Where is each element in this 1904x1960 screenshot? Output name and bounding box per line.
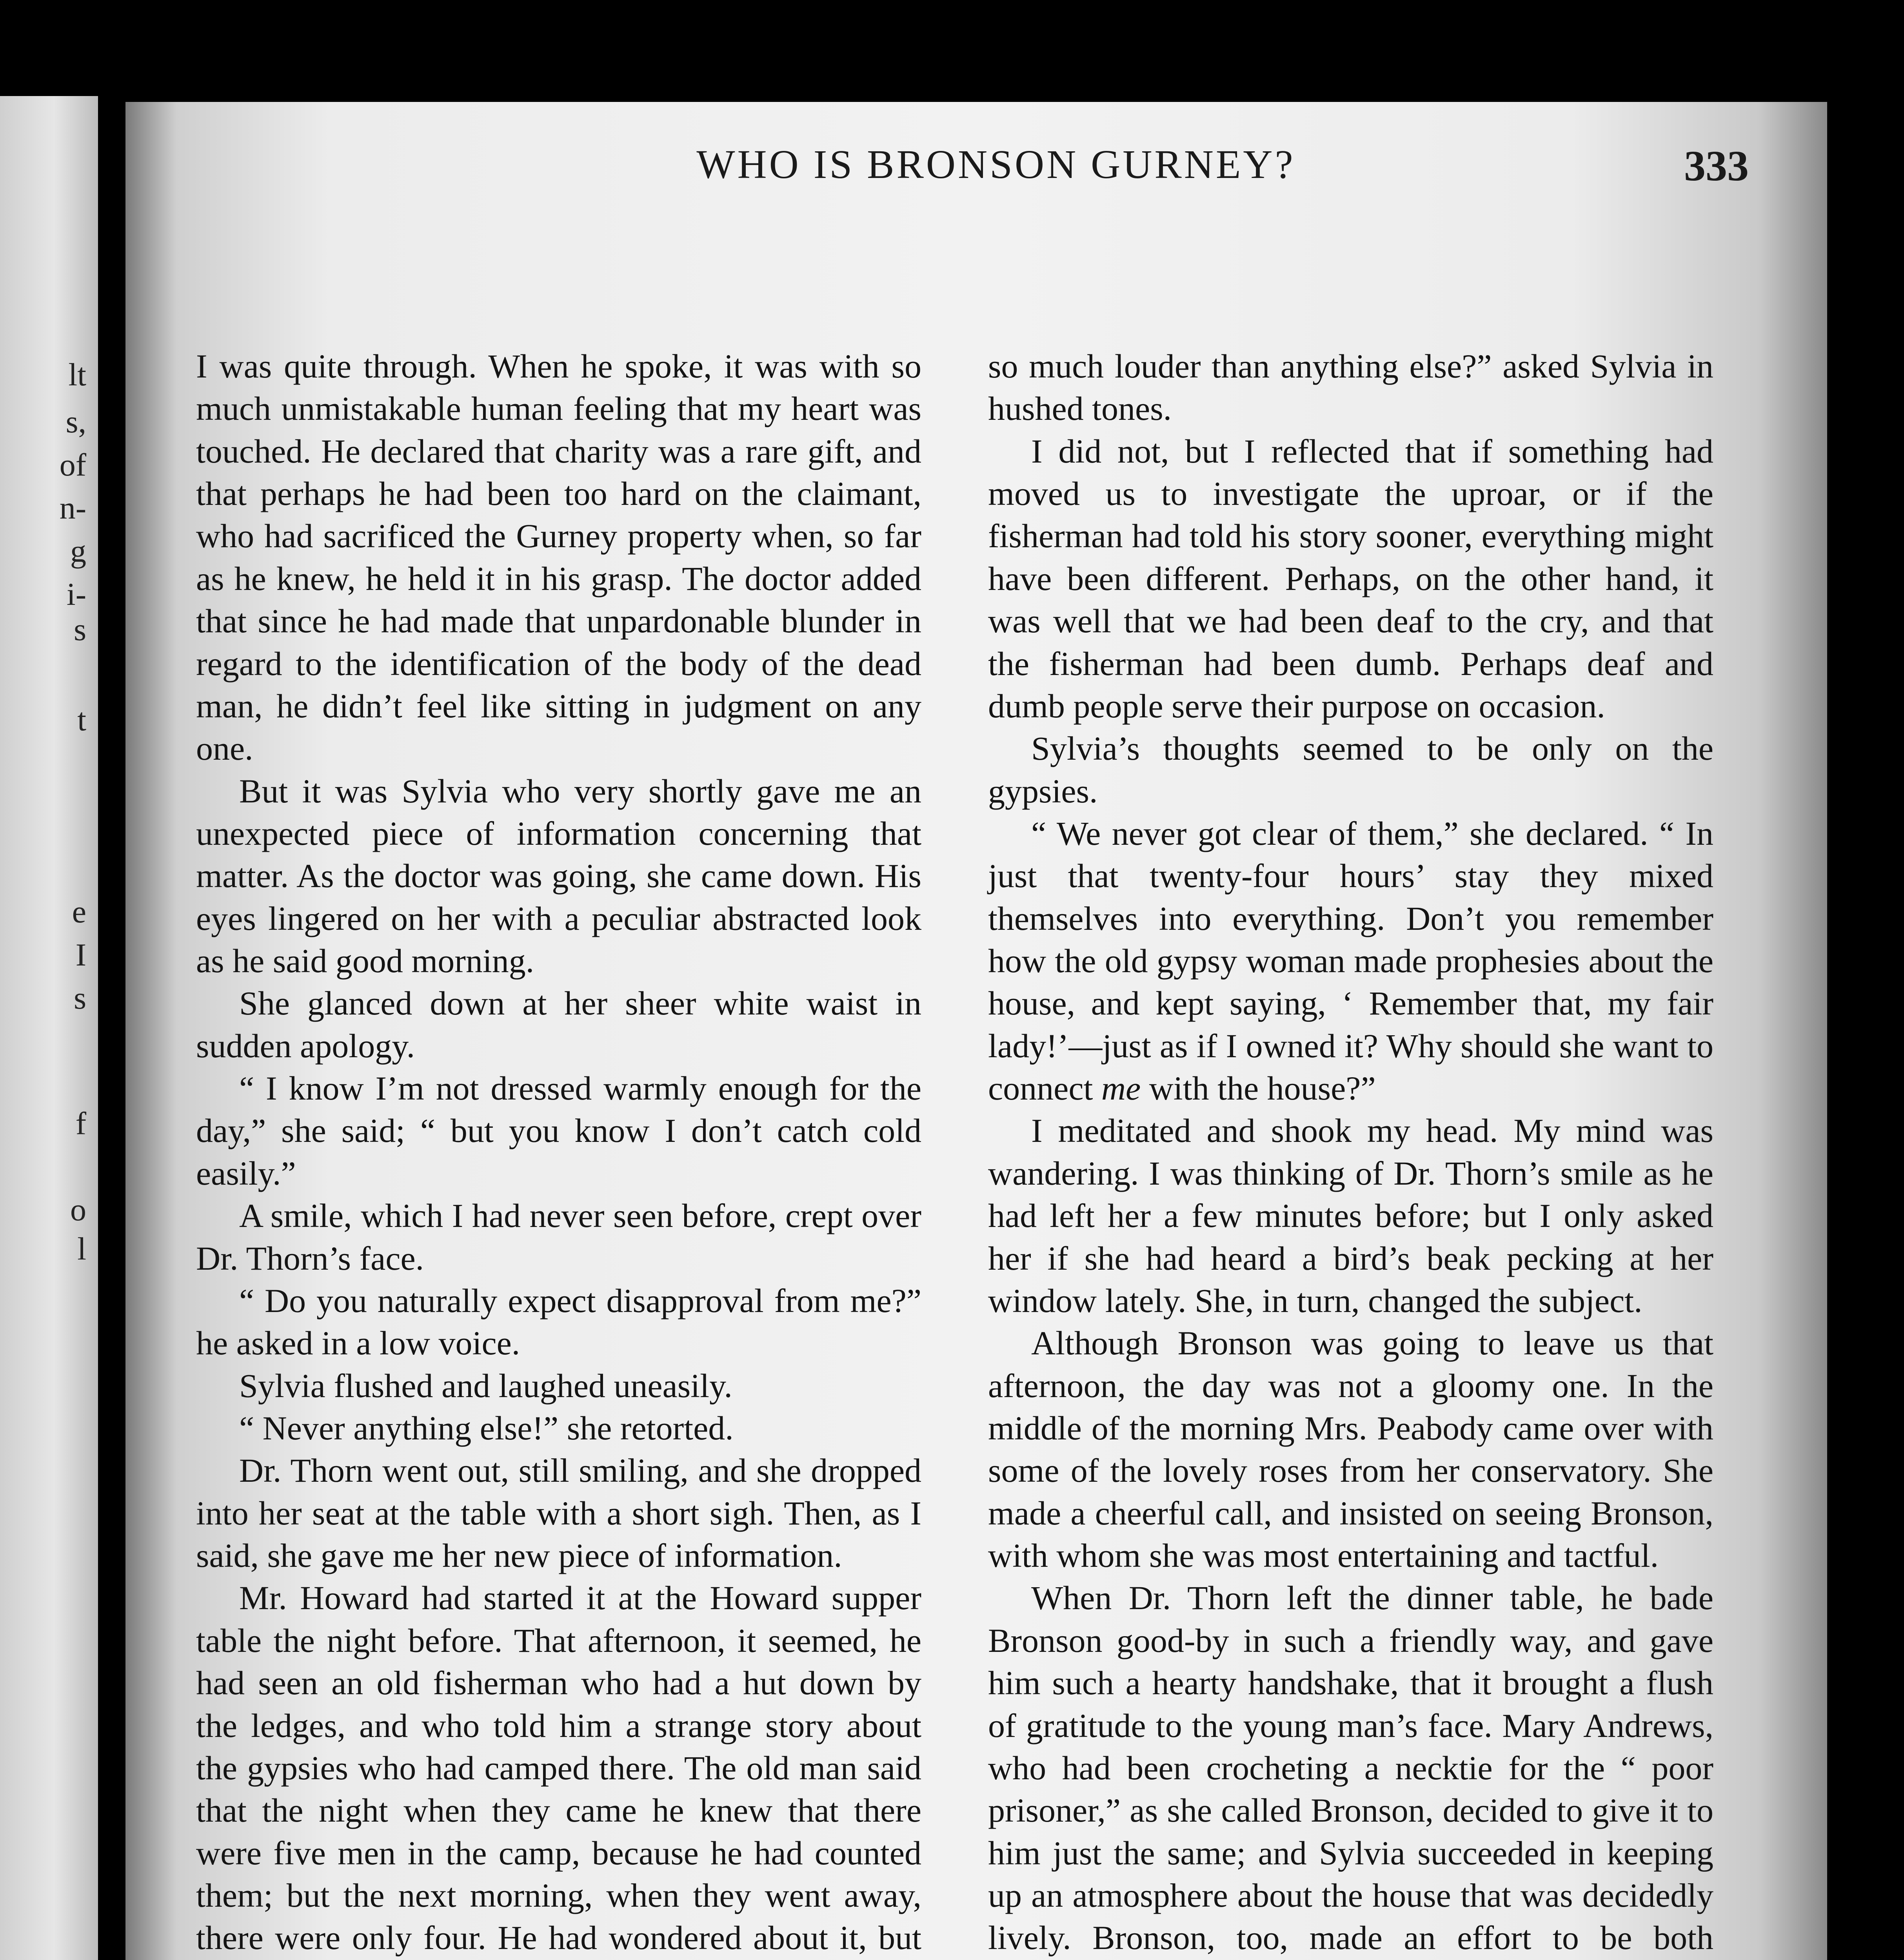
prev-page-fragment: i- xyxy=(66,576,86,612)
prev-page-fragment: lt xyxy=(68,357,86,392)
paragraph: I was quite through. When he spoke, it was with so much unmistakable human feeling that my heart was touched. He declared that charity was a rare gift, and that perhaps he had been too hard on the claimant, who had sacrificed the Gurney property when, so far as he knew, he held it in his grasp. The doctor added that since he had made that unpardonable blunder in regard to the identification of the body of the dead man, he didn’t feel like sitting in judgment on any one. xyxy=(196,347,921,768)
text-run: with the house?” xyxy=(1149,1069,1376,1107)
paragraph: Mr. Howard had started it at the Howard supper table the night before. That afternoon, it seemed, he had seen an old fisherman who had a hut down by the ledges, and who told him a strange story about the gypsies who had camped there. The old man said that the night when they came he knew that there were five men in the camp, because he had counted them; but the next morning, when they went away, there were only four. He had wondered about it, but xyxy=(196,1579,921,1957)
paragraph: “ Do you naturally expect disapproval from me?” he asked in a low voice. xyxy=(196,1281,921,1362)
paragraph: But it was Sylvia who very shortly gave me an unexpected piece of information concerning that matter. As the doctor was going, she came down. His eyes lingered on her with a peculiar abstracted look as he said good morning. xyxy=(196,772,921,980)
prev-page-fragment: l xyxy=(77,1231,86,1267)
paragraph: “ Never anything else!” she retorted. xyxy=(239,1409,734,1447)
prev-page-fragment: of xyxy=(59,447,86,483)
prev-page-fragment: o xyxy=(70,1192,86,1227)
left-column xyxy=(196,345,921,1960)
emphasis: me xyxy=(1101,1069,1141,1107)
prev-page-fragment: s xyxy=(74,980,86,1016)
paragraph: Although Bronson was going to leave us that afternoon, the day was not a gloomy one. In the middle of the morning Mrs. Peabody came over with some of the lovely roses from her conservatory. She made a cheerful call, and insisted on seeing Bronson, with whom she was most entertaining and tactful. xyxy=(988,1324,1713,1575)
paragraph: I did not, but I reflected that if something had moved us to investigate the uproar, or if the fisherman had told his story sooner, everything might have been different. Perhaps, on the other hand, it was well that we had been deaf to the cry, and that the fisherman had been dumb. Perhaps deaf and dumb people serve their purpose on occasion. xyxy=(988,432,1713,725)
prev-page-fragment: n- xyxy=(59,490,86,526)
prev-page-fragment: t xyxy=(77,702,86,737)
paragraph xyxy=(988,812,1713,1110)
previous-page-edge xyxy=(0,96,98,1960)
paragraph: Sylvia’s thoughts seemed to be only on the gypsies. xyxy=(988,730,1713,810)
prev-page-fragment: f xyxy=(75,1105,86,1141)
prev-page-fragment: g xyxy=(70,533,86,569)
paragraph: A smile, which I had never seen before, crept over Dr. Thorn’s face. xyxy=(196,1197,921,1277)
paragraph: I meditated and shook my head. My mind was wandering. I was thinking of Dr. Thorn’s smile as he had left her a few minutes before; but I only asked her if she had heard a bird’s beak pecking at her window lately. She, in turn, changed the subject. xyxy=(988,1112,1713,1319)
running-title: WHO IS BRONSON GURNEY? xyxy=(696,142,1295,187)
page-number: 333 xyxy=(1684,142,1749,190)
prev-page-fragment: s xyxy=(74,612,86,647)
paragraph: Dr. Thorn went out, still smiling, and she dropped into her seat at the table with a short sigh. Then, as I said, she gave me her new piece of information. xyxy=(196,1452,921,1575)
paragraph: When Dr. Thorn left the dinner table, he bade Bronson good-by in such a friendly way, and gave him such a hearty handshake, that it brought a flush of gratitude to the young man’s face. Mary Andrews, who had been crocheting a necktie for the “ poor prisoner,” as she called Bronson, decided to give it to him just the same; and Sylvia succeeded in keeping up an atmosphere about the house that was decidedly lively. Bronson, too, made an effort to be both xyxy=(988,1579,1713,1957)
text-run: “ We never got clear of them,” she declared. “ In just that twenty-four hours’ stay they mixed themselves into everything. Don’t you remember how the old gypsy woman made prophesies about the house, and kept saying, ‘ Remember that, my fair lady!’—just as if I owned it? Why should she want to connect xyxy=(988,814,1713,1107)
prev-page-fragment: I xyxy=(75,937,86,973)
prev-page-fragment: e xyxy=(72,894,86,929)
paragraph: Sylvia flushed and laughed uneasily. xyxy=(239,1367,732,1405)
prev-page-fragment: s, xyxy=(65,404,86,439)
paragraph: She glanced down at her sheer white waist in sudden apology. xyxy=(196,984,921,1065)
running-head xyxy=(243,141,1749,196)
right-column xyxy=(988,345,1713,1960)
paragraph: so much louder than anything else?” asked Sylvia in hushed tones. xyxy=(988,347,1713,428)
paragraph: “ I know I’m not dressed warmly enough for the day,” she said; “ but you know I don’t catch cold easily.” xyxy=(196,1069,921,1192)
